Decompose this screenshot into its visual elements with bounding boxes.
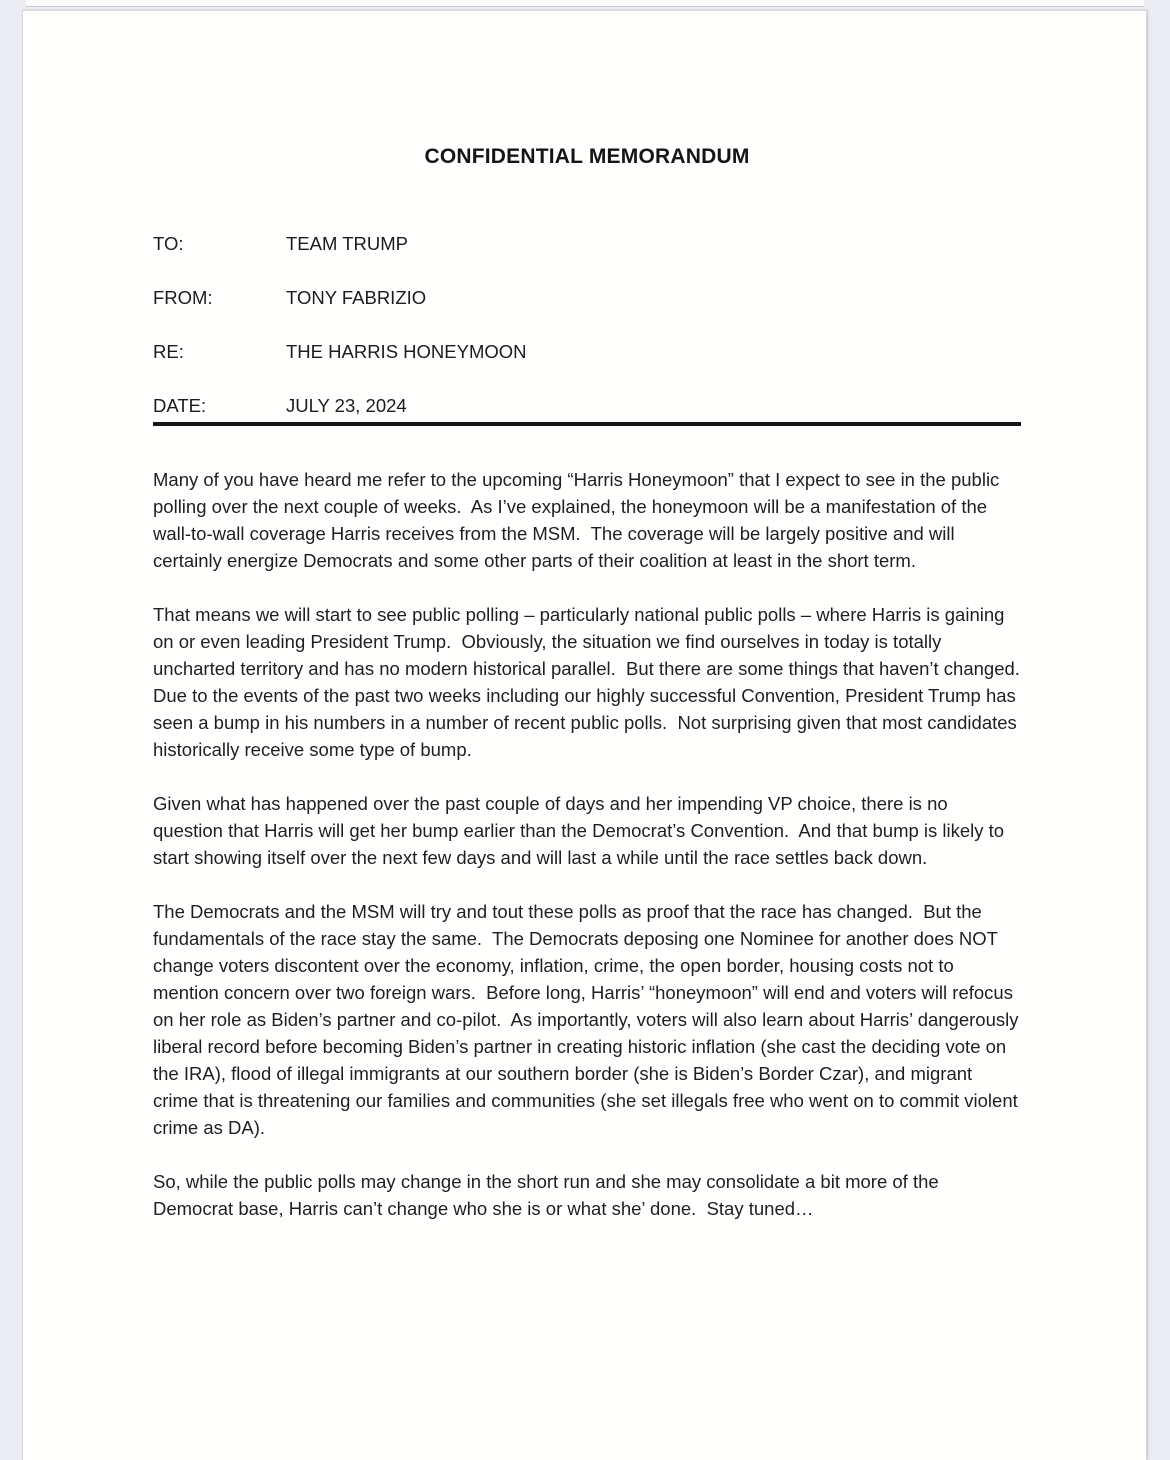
memo-meta-row-re: [153, 338, 1021, 365]
memo-body: [153, 466, 1031, 1222]
meta-label-to: TO:: [153, 233, 184, 254]
meta-value-date: JULY 23, 2024: [286, 395, 407, 416]
memo-page: [22, 10, 1147, 1460]
body-paragraph-1: Many of you have heard me refer to the upcoming “Harris Honeymoon” that I expect to see in the public polling over the next couple of weeks. As I’ve explained, the honeymoon will be a manifestation of the wall-to-wall coverage Harris receives from the MSM. The coverage will be largely positive and will certainly energize Democrats and some other parts of their coalition at least in the short term.: [153, 469, 1005, 571]
meta-value-from: TONY FABRIZIO: [286, 287, 427, 308]
meta-label-re: RE:: [153, 341, 184, 362]
meta-label-from: FROM:: [153, 287, 213, 308]
page-title: CONFIDENTIAL MEMORANDUM: [424, 145, 750, 168]
previous-page-edge: [26, 0, 1144, 7]
memo-meta-row-to: [153, 230, 1021, 257]
memo-meta-row-date: [153, 392, 1021, 426]
body-paragraph-5: So, while the public polls may change in the short run and she may consolidate a bit more of the Democrat base, Harris can’t change who she is or what she’ done. Stay tuned…: [153, 1171, 944, 1219]
meta-value-to: TEAM TRUMP: [286, 233, 408, 254]
meta-label-date: DATE:: [153, 395, 207, 416]
body-paragraph-4: The Democrats and the MSM will try and tout these polls as proof that the race has changed. But the fundamentals of the race stay the same. The Democrats deposing one Nominee for another does NOT change voters discontent over the economy, inflation, crime, the open border, housing costs not to mention concern over two foreign wars. Before long, Harris’ “honeymoon” will end and voters will refocus on her role as Biden’s partner and co-pilot. As importantly, voters will also learn about Harris’ dangerously liberal record before becoming Biden’s partner in creating historic inflation (she cast the deciding vote on the IRA), flood of illegal immigrants at our southern border (she is Biden’s Border Czar), and migrant crime that is threatening our families and communities (she set illegals free who went on to commit violent crime as DA).: [153, 901, 1024, 1138]
meta-value-re: THE HARRIS HONEYMOON: [286, 341, 527, 362]
body-paragraph-3: Given what has happened over the past couple of days and her impending VP choice, there is no question that Harris will get her bump earlier than the Democrat’s Convention. And that bump is likely to start showing itself over the next few days and will last a while until the race settles back down.: [153, 793, 1010, 868]
memo-content: [153, 11, 1031, 1222]
memo-meta-row-from: [153, 284, 1021, 311]
memo-header-block: [153, 230, 1021, 426]
body-paragraph-2: That means we will start to see public polling – particularly national public polls – where Harris is gaining on or even leading President Trump. Obviously, the situation we find ourselves in today is totally uncharted territory and has no modern historical parallel. But there are some things that haven’t changed. Due to the events of the past two weeks including our highly successful Convention, President Trump has seen a bump in his numbers in a number of recent public polls. Not surprising given that most candidates historically receive some type of bump.: [153, 604, 1031, 760]
